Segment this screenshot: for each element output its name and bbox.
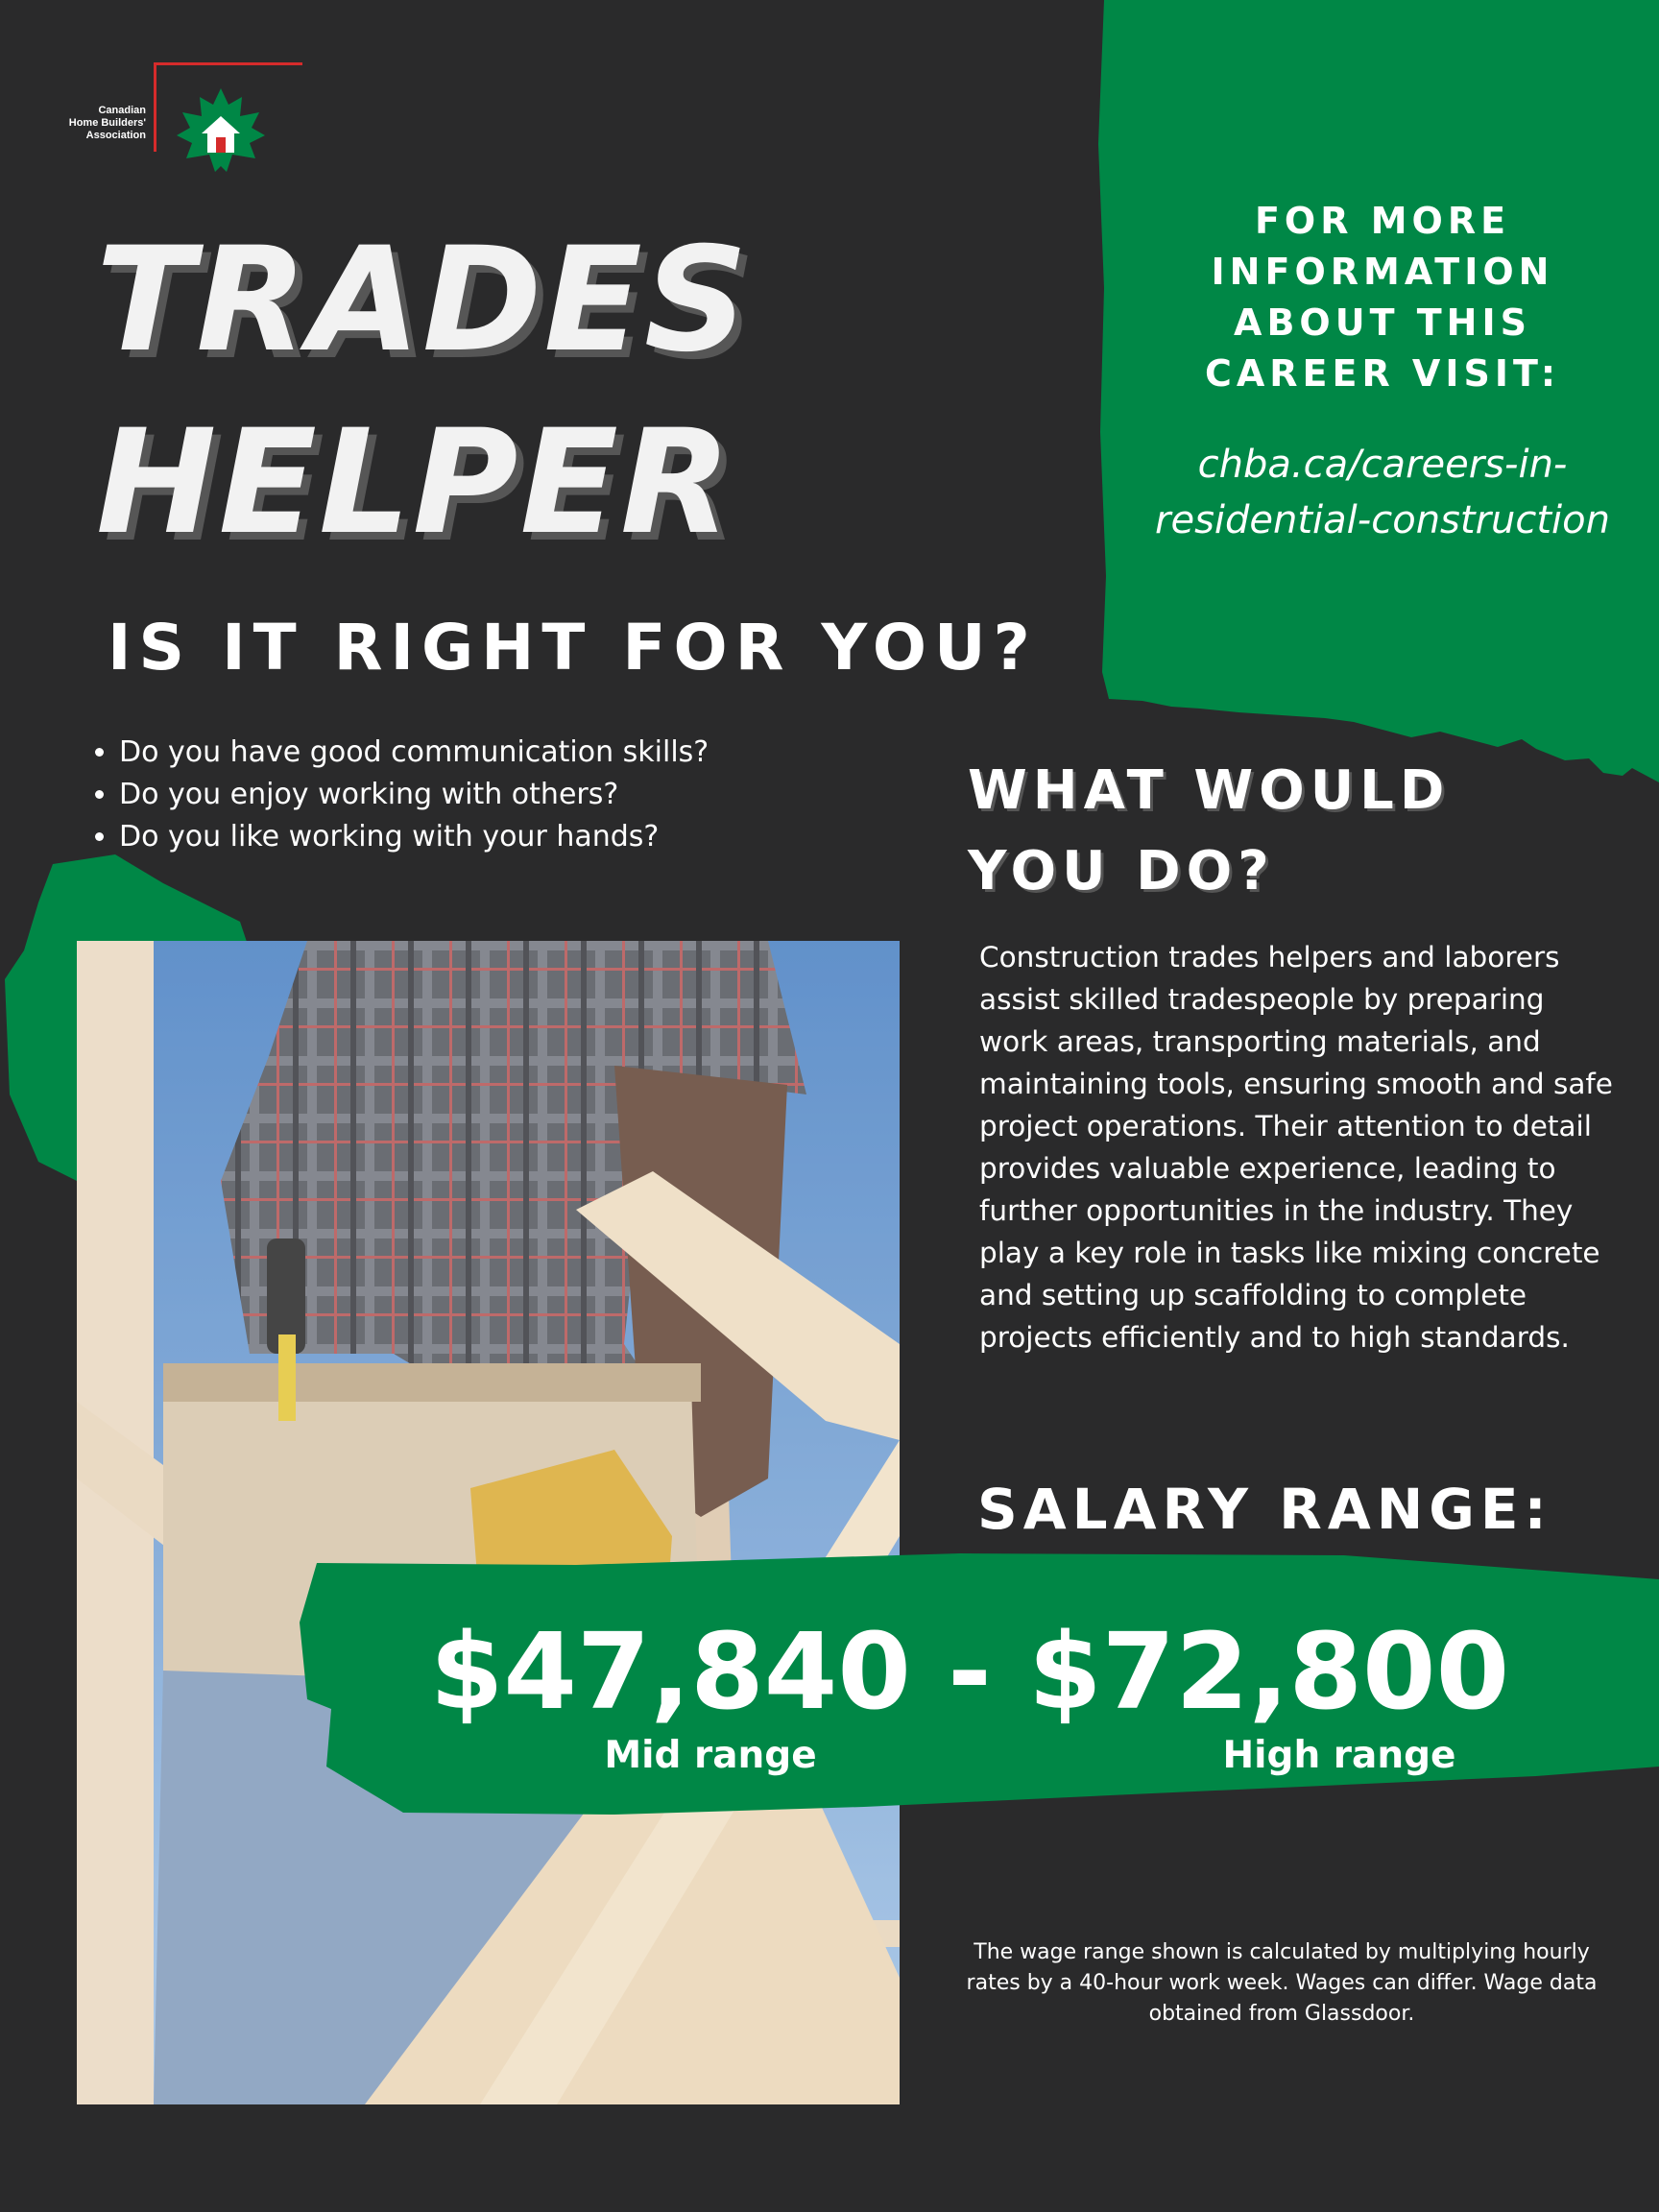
logo-line: Canadian	[98, 105, 146, 116]
info-heading	[1133, 196, 1632, 399]
chba-logo	[67, 62, 269, 168]
logo-line: Association	[85, 130, 146, 141]
worker-photo	[77, 941, 900, 2104]
info-heading-line: CAREER VISIT:	[1204, 352, 1561, 395]
high-range-label: High range	[1222, 1734, 1456, 1777]
salary-heading: SALARY RANGE:	[977, 1477, 1552, 1542]
url-line: residential-construction	[1155, 498, 1610, 542]
title-line-1: TRADES	[96, 217, 750, 384]
what-heading-line: YOU DO?	[968, 840, 1275, 902]
page-title	[96, 209, 750, 574]
question-list	[92, 732, 709, 858]
page-subtitle: IS IT RIGHT FOR YOU?	[108, 611, 1038, 685]
career-info-link[interactable]	[1104, 437, 1659, 548]
info-heading-line: ABOUT THIS	[1234, 301, 1531, 344]
mid-range-label: Mid range	[604, 1734, 817, 1777]
list-item: • Do you like working with your hands?	[119, 816, 709, 858]
list-item: • Do you enjoy working with others?	[119, 774, 709, 816]
salary-range-value: $47,840 - $72,800	[429, 1610, 1510, 1733]
section-heading-what	[968, 751, 1450, 912]
info-heading-line: FOR MORE	[1254, 200, 1511, 242]
url-line: chba.ca/careers-in-	[1197, 443, 1568, 487]
job-description: Construction trades helpers and laborers assist skilled tradespeople by preparing work areas, transporting materials, and maintaining tools, ensuring smooth and safe project operations. Their attention to detail provides valuable experience, leading to further opportunities in the industry. They play a key role in tasks like mixing concrete and setting up scaffolding to complete projects efficiently and to high standards.	[979, 941, 1613, 1354]
list-item: • Do you have good communication skills?	[119, 732, 709, 774]
wage-footnote: The wage range shown is calculated by multiplying hourly rates by a 40-hour work week. Wages can differ. Wage data obtained from Glassdoor.	[966, 1940, 1598, 2026]
title-line-2: HELPER	[96, 399, 733, 566]
info-heading-line: INFORMATION	[1211, 251, 1554, 293]
maple-leaf-house-icon	[173, 84, 269, 180]
logo-org-name	[67, 105, 146, 142]
logo-line: Home Builders'	[68, 117, 146, 129]
what-heading-line: WHAT WOULD	[968, 759, 1451, 822]
